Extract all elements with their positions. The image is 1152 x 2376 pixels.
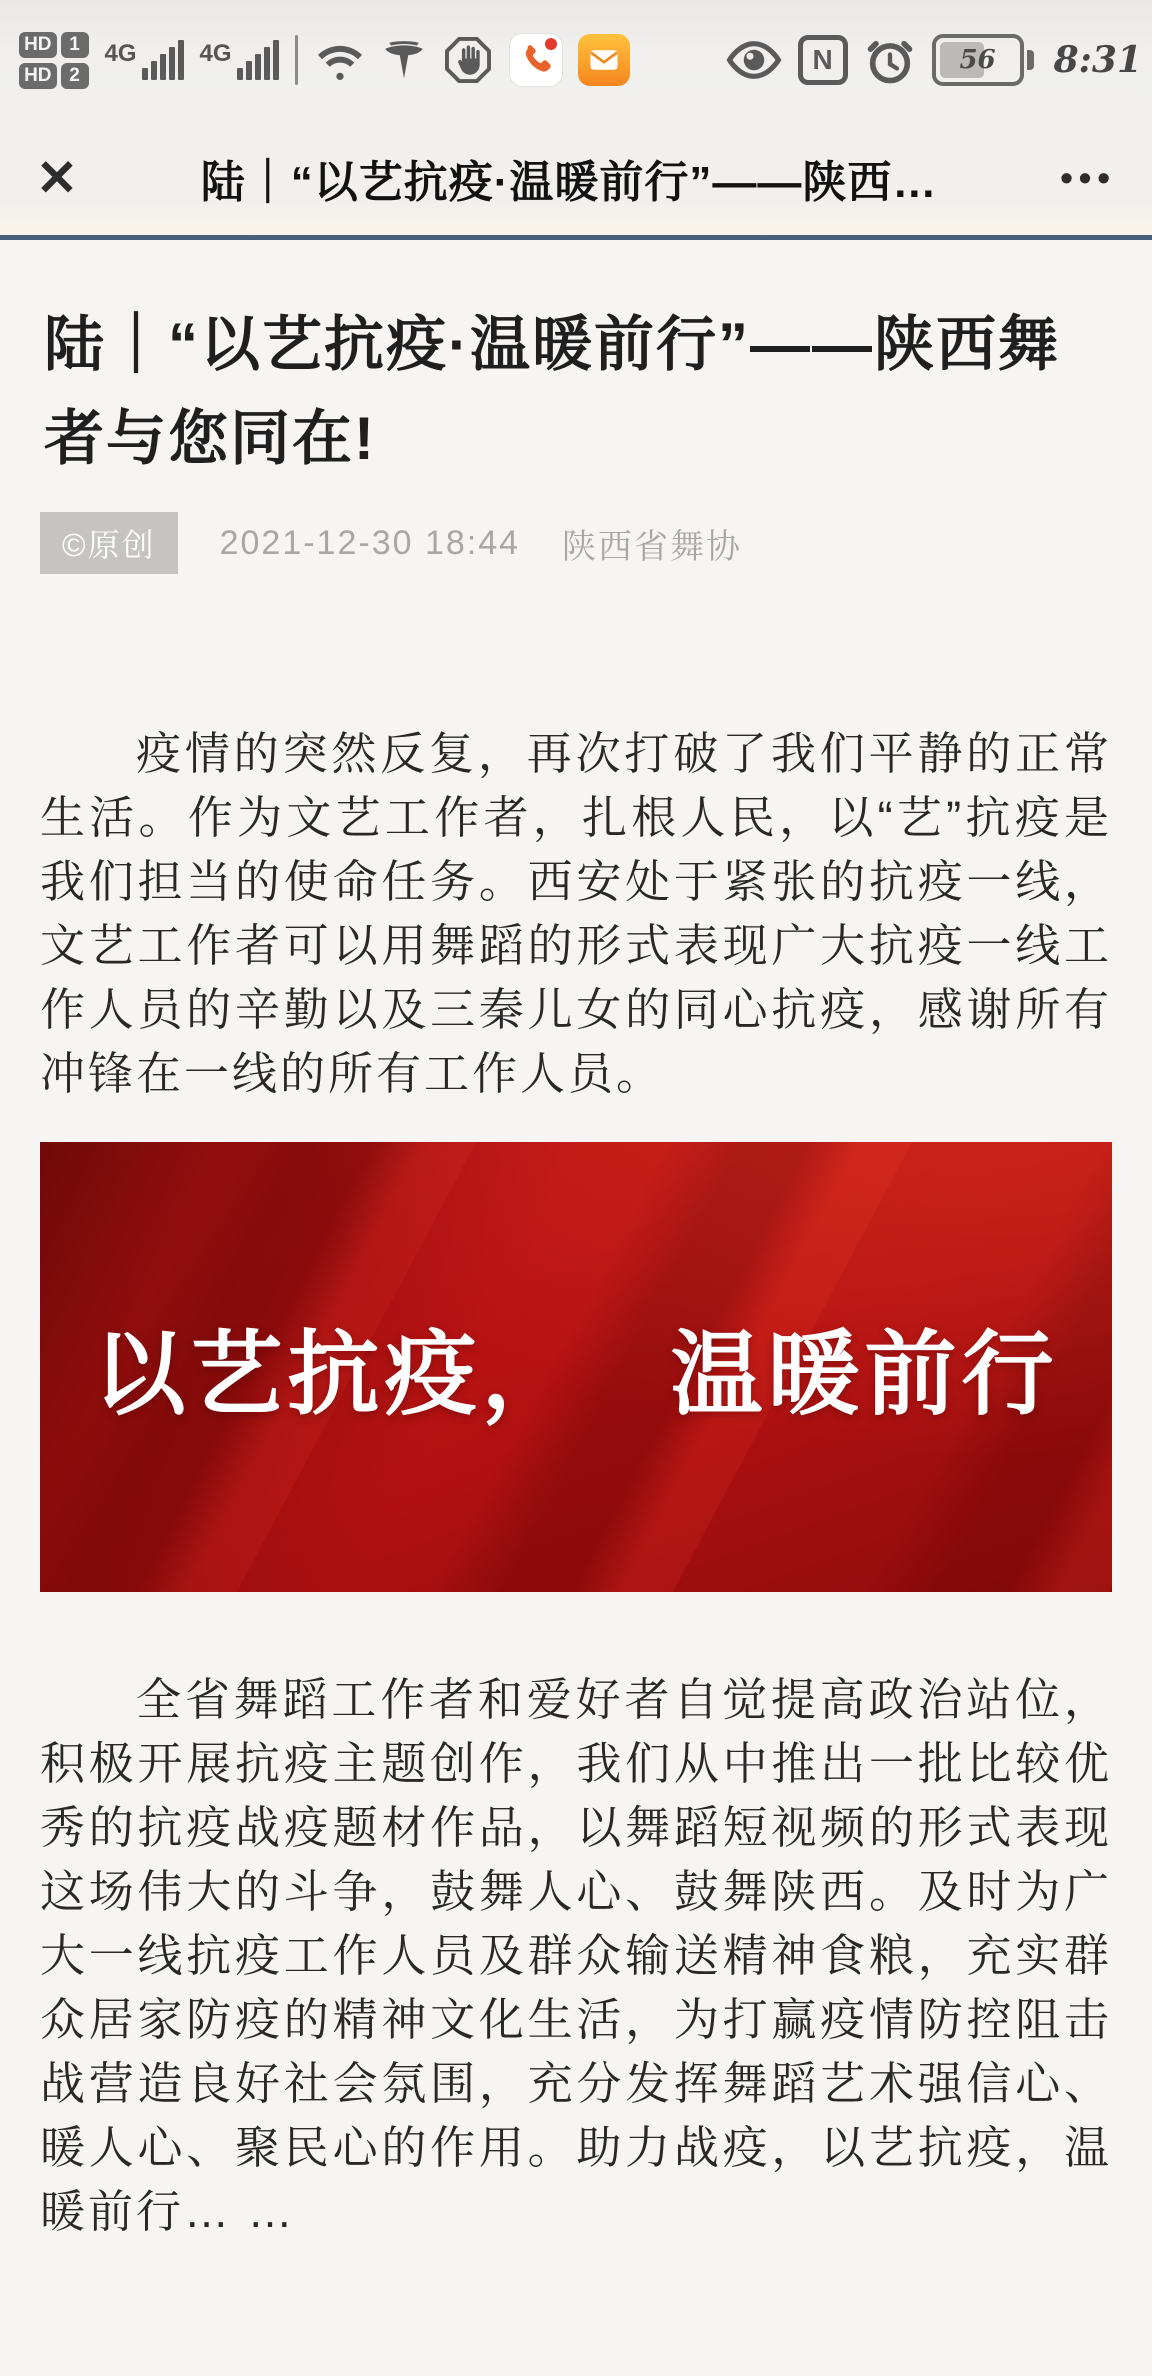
sim2-number: 2 — [61, 63, 89, 89]
article-meta — [40, 512, 1112, 574]
battery-nub — [1027, 50, 1034, 70]
sim1-number: 1 — [61, 32, 89, 58]
banner-text-right: 温暖前行 — [670, 1320, 1059, 1428]
hd2-label: HD — [19, 63, 56, 89]
network-type-label: 4G — [104, 40, 137, 67]
network-type-label: 4G — [199, 40, 232, 67]
nfc-icon: N — [798, 35, 848, 85]
phone-call-icon — [510, 34, 562, 86]
hd1-label: HD — [19, 32, 56, 58]
clock-time: 8:31 — [1053, 39, 1142, 81]
original-badge: ©原创 — [40, 512, 178, 574]
tesla-app-icon — [382, 35, 426, 85]
signal-bars — [142, 40, 184, 80]
signal-strength-icon-sim2 — [200, 40, 279, 80]
wifi-icon — [314, 36, 366, 84]
signal-strength-icon-sim1 — [105, 40, 184, 80]
close-button[interactable]: ✕ — [36, 149, 78, 206]
banner-text-left: 以艺抗疫， — [93, 1320, 579, 1428]
banner-image[interactable] — [40, 1142, 1112, 1592]
volte-hd-icon — [19, 32, 88, 89]
paragraph: 全省舞蹈工作者和爱好者自觉提高政治站位，积极开展抗疫主题创作，我们从中推出一批比较优秀的抗疫战疫题材作品，以舞蹈短视频的形式表现这场伟大的斗争，鼓舞人心、鼓舞陕西。及时为广大一线抗疫工作人员及群众输送精神食粮，充实群众居家防疫的精神文化生活，为打赢疫情防控阻击战营造良好社会氛围，充分发挥舞蹈艺术强信心、暖人心、聚民心的作用。助力战疫，以艺抗疫，温暖前行… … — [40, 1674, 1112, 2237]
author-name[interactable]: 陕西省舞协 — [562, 527, 743, 566]
do-not-disturb-icon — [442, 34, 494, 86]
article-title: 陆｜“以艺抗疫·温暖前行”——陕西舞者与您同在! — [44, 311, 1060, 472]
status-bar — [0, 0, 1152, 120]
mail-icon — [578, 34, 630, 86]
nav-title: 陆｜“以艺抗疫·温暖前行”——陕西… — [200, 157, 938, 207]
notification-dot — [545, 38, 557, 50]
paragraph: 疫情的突然反复，再次打破了我们平静的正常生活。作为文艺工作者，扎根人民，以“艺”抗疫是我们担当的使命任务。西安处于紧张的抗疫一线，文艺工作者可以用舞蹈的形式表现广大抗疫一线工作人员的辛勤以及三秦儿女的同心抗疫，感谢所有冲锋在一线的所有工作人员。 — [40, 728, 1112, 1099]
status-divider — [295, 35, 298, 85]
publish-date: 2021-12-30 18:44 — [219, 523, 521, 562]
battery-percent: 56 — [959, 45, 996, 75]
nav-bar — [0, 120, 1152, 240]
signal-bars — [237, 40, 279, 80]
eye-comfort-icon — [726, 38, 782, 82]
battery-icon — [932, 34, 1034, 86]
article-body — [0, 298, 1152, 2244]
more-menu-button[interactable]: ••• — [1060, 156, 1116, 198]
alarm-icon — [864, 34, 916, 86]
status-icons — [19, 32, 1142, 89]
